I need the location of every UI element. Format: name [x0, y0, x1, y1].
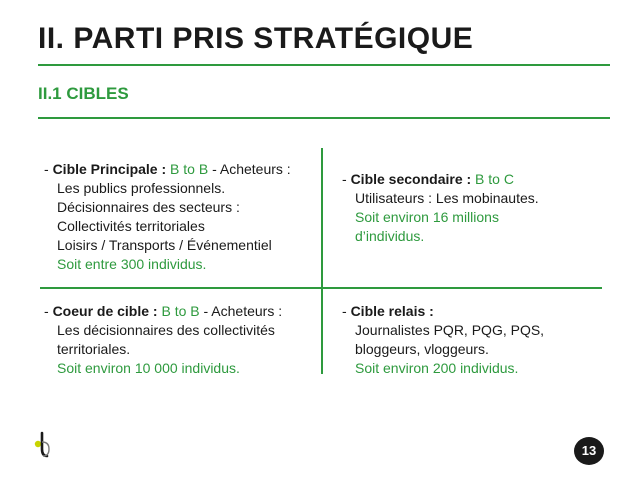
target-suffix: - Acheteurs :: [203, 303, 283, 319]
audience-size: Soit environ 10 000 individus.: [57, 360, 240, 376]
audience-size: d’individus.: [355, 228, 425, 244]
description-line: Collectivités territoriales: [57, 218, 205, 234]
section-subtitle: II.1 CIBLES: [38, 84, 129, 103]
quadrant-heading: [44, 302, 282, 321]
target-type: B to B: [170, 161, 209, 177]
bullet-dash: -: [44, 161, 49, 177]
audience-size: Soit environ 16 millions: [355, 209, 499, 225]
quadrant-cible-secondaire: [342, 170, 539, 246]
audience-size: Soit environ 200 individus.: [355, 360, 519, 376]
quadrant-coeur-de-cible: [44, 302, 282, 378]
slide-title: II. PARTI PRIS STRATÉGIQUE: [38, 22, 474, 55]
target-type: B to B: [161, 303, 200, 319]
bullet-dash: -: [342, 303, 347, 319]
bullet-dash: -: [44, 303, 49, 319]
description-line: Utilisateurs : Les mobinautes.: [355, 190, 539, 206]
quadrant-horizontal-divider: [40, 287, 602, 289]
bullet-dash: -: [342, 171, 347, 187]
description-line: Journalistes PQR, PQG, PQS,: [355, 322, 545, 338]
target-label: Cible Principale :: [52, 161, 167, 177]
target-label: Cible relais :: [350, 303, 434, 319]
quadrant-cible-principale: [44, 160, 291, 274]
brand-logo-icon: [32, 430, 52, 460]
description-line: bloggeurs, vloggeurs.: [355, 341, 489, 357]
description-line: Les décisionnaires des collectivités: [57, 322, 275, 338]
description-line: Les publics professionnels.: [57, 180, 226, 196]
target-label: Coeur de cible :: [52, 303, 158, 319]
quadrant-heading: [342, 302, 544, 321]
quadrant-heading: [44, 160, 291, 179]
page-number-badge: 13: [574, 437, 604, 465]
target-suffix: - Acheteurs :: [212, 161, 291, 177]
description-line: Loisirs / Transports / Événementiel: [57, 237, 272, 253]
audience-size: Soit entre 300 individus.: [57, 256, 207, 272]
quadrant-cible-relais: [342, 302, 544, 378]
quadrant-vertical-divider: [321, 148, 323, 374]
description-line: territoriales.: [57, 341, 131, 357]
target-type: B to C: [475, 171, 514, 187]
quadrant-heading: [342, 170, 539, 189]
subtitle-divider: [38, 117, 610, 119]
description-line: Décisionnaires des secteurs :: [57, 199, 240, 215]
target-label: Cible secondaire :: [350, 171, 472, 187]
title-divider: [38, 64, 610, 66]
